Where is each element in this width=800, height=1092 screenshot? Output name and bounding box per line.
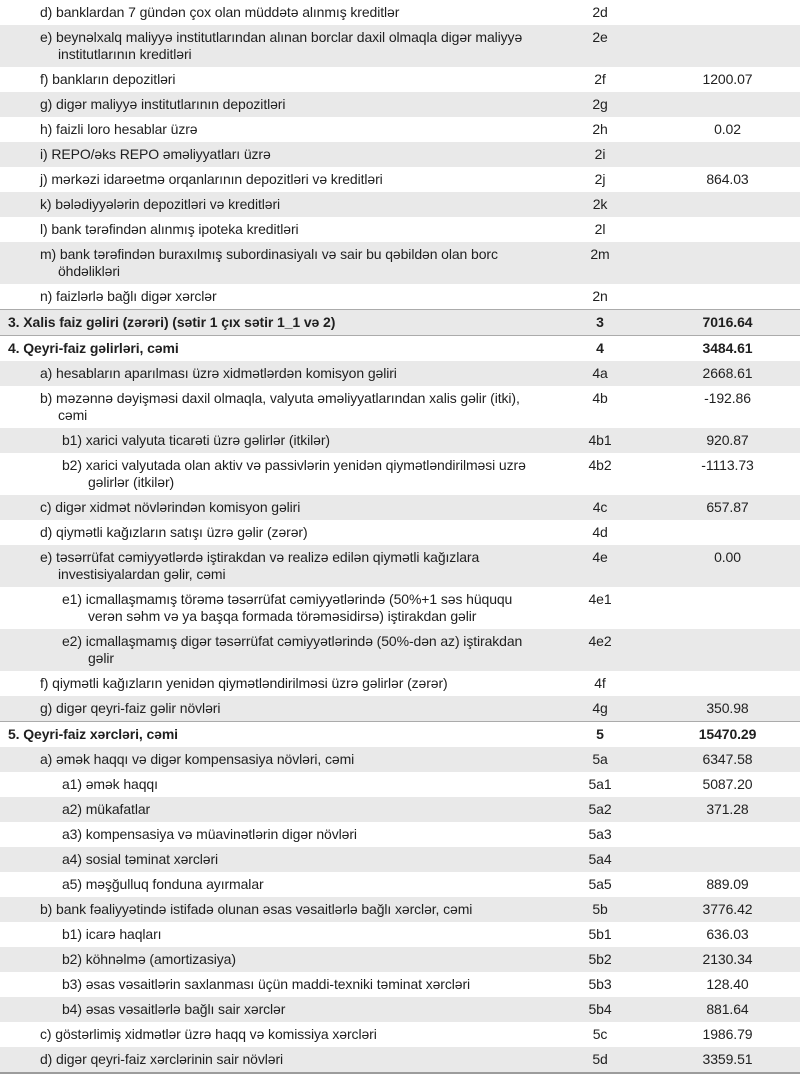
row-value: 15470.29: [698, 726, 757, 742]
row-label: a2) mükafatlar: [62, 801, 151, 817]
row-label: g) digər qeyri-faiz gəlir növləri: [40, 700, 221, 716]
table-row: [0, 947, 800, 972]
row-code: 2h: [592, 121, 608, 137]
table-row: [0, 972, 800, 997]
row-label: 4. Qeyri-faiz gəlirləri, cəmi: [8, 340, 179, 356]
row-code: 2d: [592, 4, 608, 20]
table-row: [0, 797, 800, 822]
row-value: 5087.20: [702, 776, 753, 792]
table-row: [0, 587, 800, 629]
table-row: [0, 453, 800, 495]
row-value: 3359.51: [702, 1051, 753, 1067]
table-row: [0, 92, 800, 117]
row-label: d) banklardan 7 gündən çox olan müddətə alınmış kreditlər: [40, 4, 400, 20]
row-code: 4a: [592, 365, 608, 381]
row-code: 4b: [592, 390, 608, 406]
row-label: f) qiymətli kağızların yenidən qiymətləndirilməsi üzrə gəlirlər (zərər): [40, 675, 448, 691]
row-label: j) mərkəzi idarəetmə orqanlarının depozitləri və kreditləri: [40, 171, 383, 187]
row-code: 5b3: [588, 976, 612, 992]
table-row: [0, 1022, 800, 1047]
row-code: 2f: [594, 71, 606, 87]
row-code: 5b1: [588, 926, 612, 942]
table-row: [0, 872, 800, 897]
table-row: [0, 167, 800, 192]
table-row: [0, 25, 800, 67]
table-row: [0, 335, 800, 361]
row-code: 5a1: [588, 776, 612, 792]
table-row: [0, 520, 800, 545]
row-label: 5. Qeyri-faiz xərcləri, cəmi: [8, 726, 178, 742]
row-label: e) beynəlxalq maliyyə institutlarından alınan borclar daxil olmaqla digər maliyyə institutlarının kreditləri: [40, 29, 523, 62]
row-code: 2i: [594, 146, 606, 162]
table-row: [0, 997, 800, 1022]
row-code: 4: [596, 340, 604, 356]
row-code: 4e2: [588, 633, 612, 649]
row-value: -192.86: [704, 390, 751, 406]
row-value: 2668.61: [702, 365, 753, 381]
row-value: 0.02: [714, 121, 741, 137]
row-code: 5a: [592, 751, 608, 767]
table-row: [0, 696, 800, 721]
row-value: 864.03: [706, 171, 749, 187]
row-label: a1) əmək haqqı: [62, 776, 158, 792]
row-label: b2) köhnəlmə (amortizasiya): [62, 951, 236, 967]
row-code: 5a5: [588, 876, 612, 892]
row-label: l) bank tərəfindən alınmış ipoteka kreditləri: [40, 221, 299, 237]
row-value: 889.09: [706, 876, 749, 892]
row-value: 920.87: [706, 432, 749, 448]
table-row: [0, 772, 800, 797]
table-row: [0, 922, 800, 947]
row-code: 4c: [592, 499, 608, 515]
row-code: 2g: [592, 96, 608, 112]
table-row: [0, 545, 800, 587]
row-code: 5b2: [588, 951, 612, 967]
row-value: 371.28: [706, 801, 749, 817]
row-label: d) digər qeyri-faiz xərclərinin sair növləri: [40, 1051, 284, 1067]
row-value: 3484.61: [702, 340, 753, 356]
row-label: a) əmək haqqı və digər kompensasiya növləri, cəmi: [40, 751, 355, 767]
row-code: 4e: [592, 549, 608, 565]
row-code: 2m: [590, 246, 610, 262]
row-label: b1) xarici valyuta ticarəti üzrə gəlirlər (itkilər): [62, 432, 330, 448]
row-label: b) məzənnə dəyişməsi daxil olmaqla, valyuta əməliyyatlarından xalis gəlir (itki), cəmi: [40, 390, 520, 423]
row-value: 0.00: [714, 549, 741, 565]
row-value: 2130.34: [702, 951, 753, 967]
row-code: 2k: [592, 196, 608, 212]
row-code: 5: [596, 726, 604, 742]
row-code: 2n: [592, 288, 608, 304]
row-code: 4d: [592, 524, 608, 540]
table-row: [0, 897, 800, 922]
table-row: [0, 217, 800, 242]
row-label: a4) sosial təminat xərcləri: [62, 851, 219, 867]
table-row: [0, 629, 800, 671]
row-code: 5c: [592, 1026, 608, 1042]
row-label: c) digər xidmət növlərindən komisyon gəliri: [40, 499, 301, 515]
row-code: 4e1: [588, 591, 612, 607]
row-value: 6347.58: [702, 751, 753, 767]
table-row: [0, 671, 800, 696]
row-label: c) göstərlimiş xidmətlər üzrə haqq və komissiya xərcləri: [40, 1026, 377, 1042]
table-row: [0, 309, 800, 335]
table-row: [0, 721, 800, 747]
row-label: e1) icmallaşmamış törəmə təsərrüfat cəmiyyətlərində (50%+1 səs hüququ verən səhm və ya başqa formada törəməsidirsə) iştirakdan gəlir: [62, 591, 513, 624]
row-label: d) qiymətli kağızların satışı üzrə gəlir (zərər): [40, 524, 308, 540]
row-value: 3776.42: [702, 901, 753, 917]
table-row: [0, 386, 800, 428]
row-label: b4) əsas vəsaitlərlə bağlı sair xərclər: [62, 1001, 286, 1017]
row-label: h) faizli loro hesablar üzrə: [40, 121, 198, 137]
table-row: [0, 495, 800, 520]
row-value: 636.03: [706, 926, 749, 942]
table-row: [0, 822, 800, 847]
row-label: m) bank tərəfindən buraxılmış subordinasiyalı və sair bu qəbildən olan borc öhdəlikləri: [40, 246, 498, 279]
table-row: [0, 67, 800, 92]
row-label: b3) əsas vəsaitlərin saxlanması üçün maddi-texniki təminat xərcləri: [62, 976, 471, 992]
row-value: 350.98: [706, 700, 749, 716]
row-label: e2) icmallaşmamış digər təsərrüfat cəmiyyətlərində (50%-dən az) iştirakdan gəlir: [62, 633, 523, 666]
row-code: 3: [596, 314, 604, 330]
table-row: [0, 428, 800, 453]
row-label: 3. Xalis faiz gəliri (zərəri) (sətir 1 çıx sətir 1_1 və 2): [8, 314, 336, 330]
row-label: a3) kompensasiya və müavinətlərin digər növləri: [62, 826, 357, 842]
table-row: [0, 1047, 800, 1072]
row-label: g) digər maliyyə institutlarının depozitləri: [40, 96, 286, 112]
row-code: 2j: [594, 171, 606, 187]
row-label: n) faizlərlə bağlı digər xərclər: [40, 288, 217, 304]
row-code: 4g: [592, 700, 608, 716]
row-code: 5a4: [588, 851, 612, 867]
row-code: 5d: [592, 1051, 608, 1067]
table-row: [0, 747, 800, 772]
row-label: a) hesabların aparılması üzrə xidmətlərdən komisyon gəliri: [40, 365, 397, 381]
table-row: [0, 117, 800, 142]
table-row: [0, 0, 800, 25]
row-code: 5a3: [588, 826, 612, 842]
row-code: 4f: [594, 675, 606, 691]
row-value: 128.40: [706, 976, 749, 992]
table-row: [0, 361, 800, 386]
table-row: [0, 284, 800, 309]
row-value: 881.64: [706, 1001, 749, 1017]
row-label: e) təsərrüfat cəmiyyətlərdə iştirakdan və realizə edilən qiymətli kağızlara investisiyalardan gəlir, cəmi: [40, 549, 480, 582]
row-code: 5a2: [588, 801, 612, 817]
row-value: 1986.79: [702, 1026, 753, 1042]
row-code: 2l: [594, 221, 606, 237]
row-code: 4b2: [588, 457, 612, 473]
row-label: b) bank fəaliyyətində istifadə olunan əsas vəsaitlərlə bağlı xərclər, cəmi: [40, 901, 473, 917]
row-code: 5b4: [588, 1001, 612, 1017]
row-code: 2e: [592, 29, 608, 45]
table-row: [0, 142, 800, 167]
row-label: i) REPO/əks REPO əməliyyatları üzrə: [40, 146, 271, 162]
row-value: 657.87: [706, 499, 749, 515]
row-label: a5) məşğulluq fonduna ayırmalar: [62, 876, 264, 892]
table-row: [0, 242, 800, 284]
row-value: -1113.73: [701, 457, 754, 473]
row-value: 1200.07: [702, 71, 753, 87]
row-code: 5b: [592, 901, 608, 917]
row-value: 7016.64: [702, 314, 753, 330]
row-label: k) bələdiyyələrin depozitləri və kreditləri: [40, 196, 281, 212]
row-label: b1) icarə haqları: [62, 926, 162, 942]
table-row: [0, 192, 800, 217]
table-row: [0, 847, 800, 872]
row-code: 4b1: [588, 432, 612, 448]
row-label: f) bankların depozitləri: [40, 71, 176, 87]
row-label: b2) xarici valyutada olan aktiv və passivlərin yenidən qiymətləndirilməsi uzrə gəlirlər (itkilər): [62, 457, 526, 490]
